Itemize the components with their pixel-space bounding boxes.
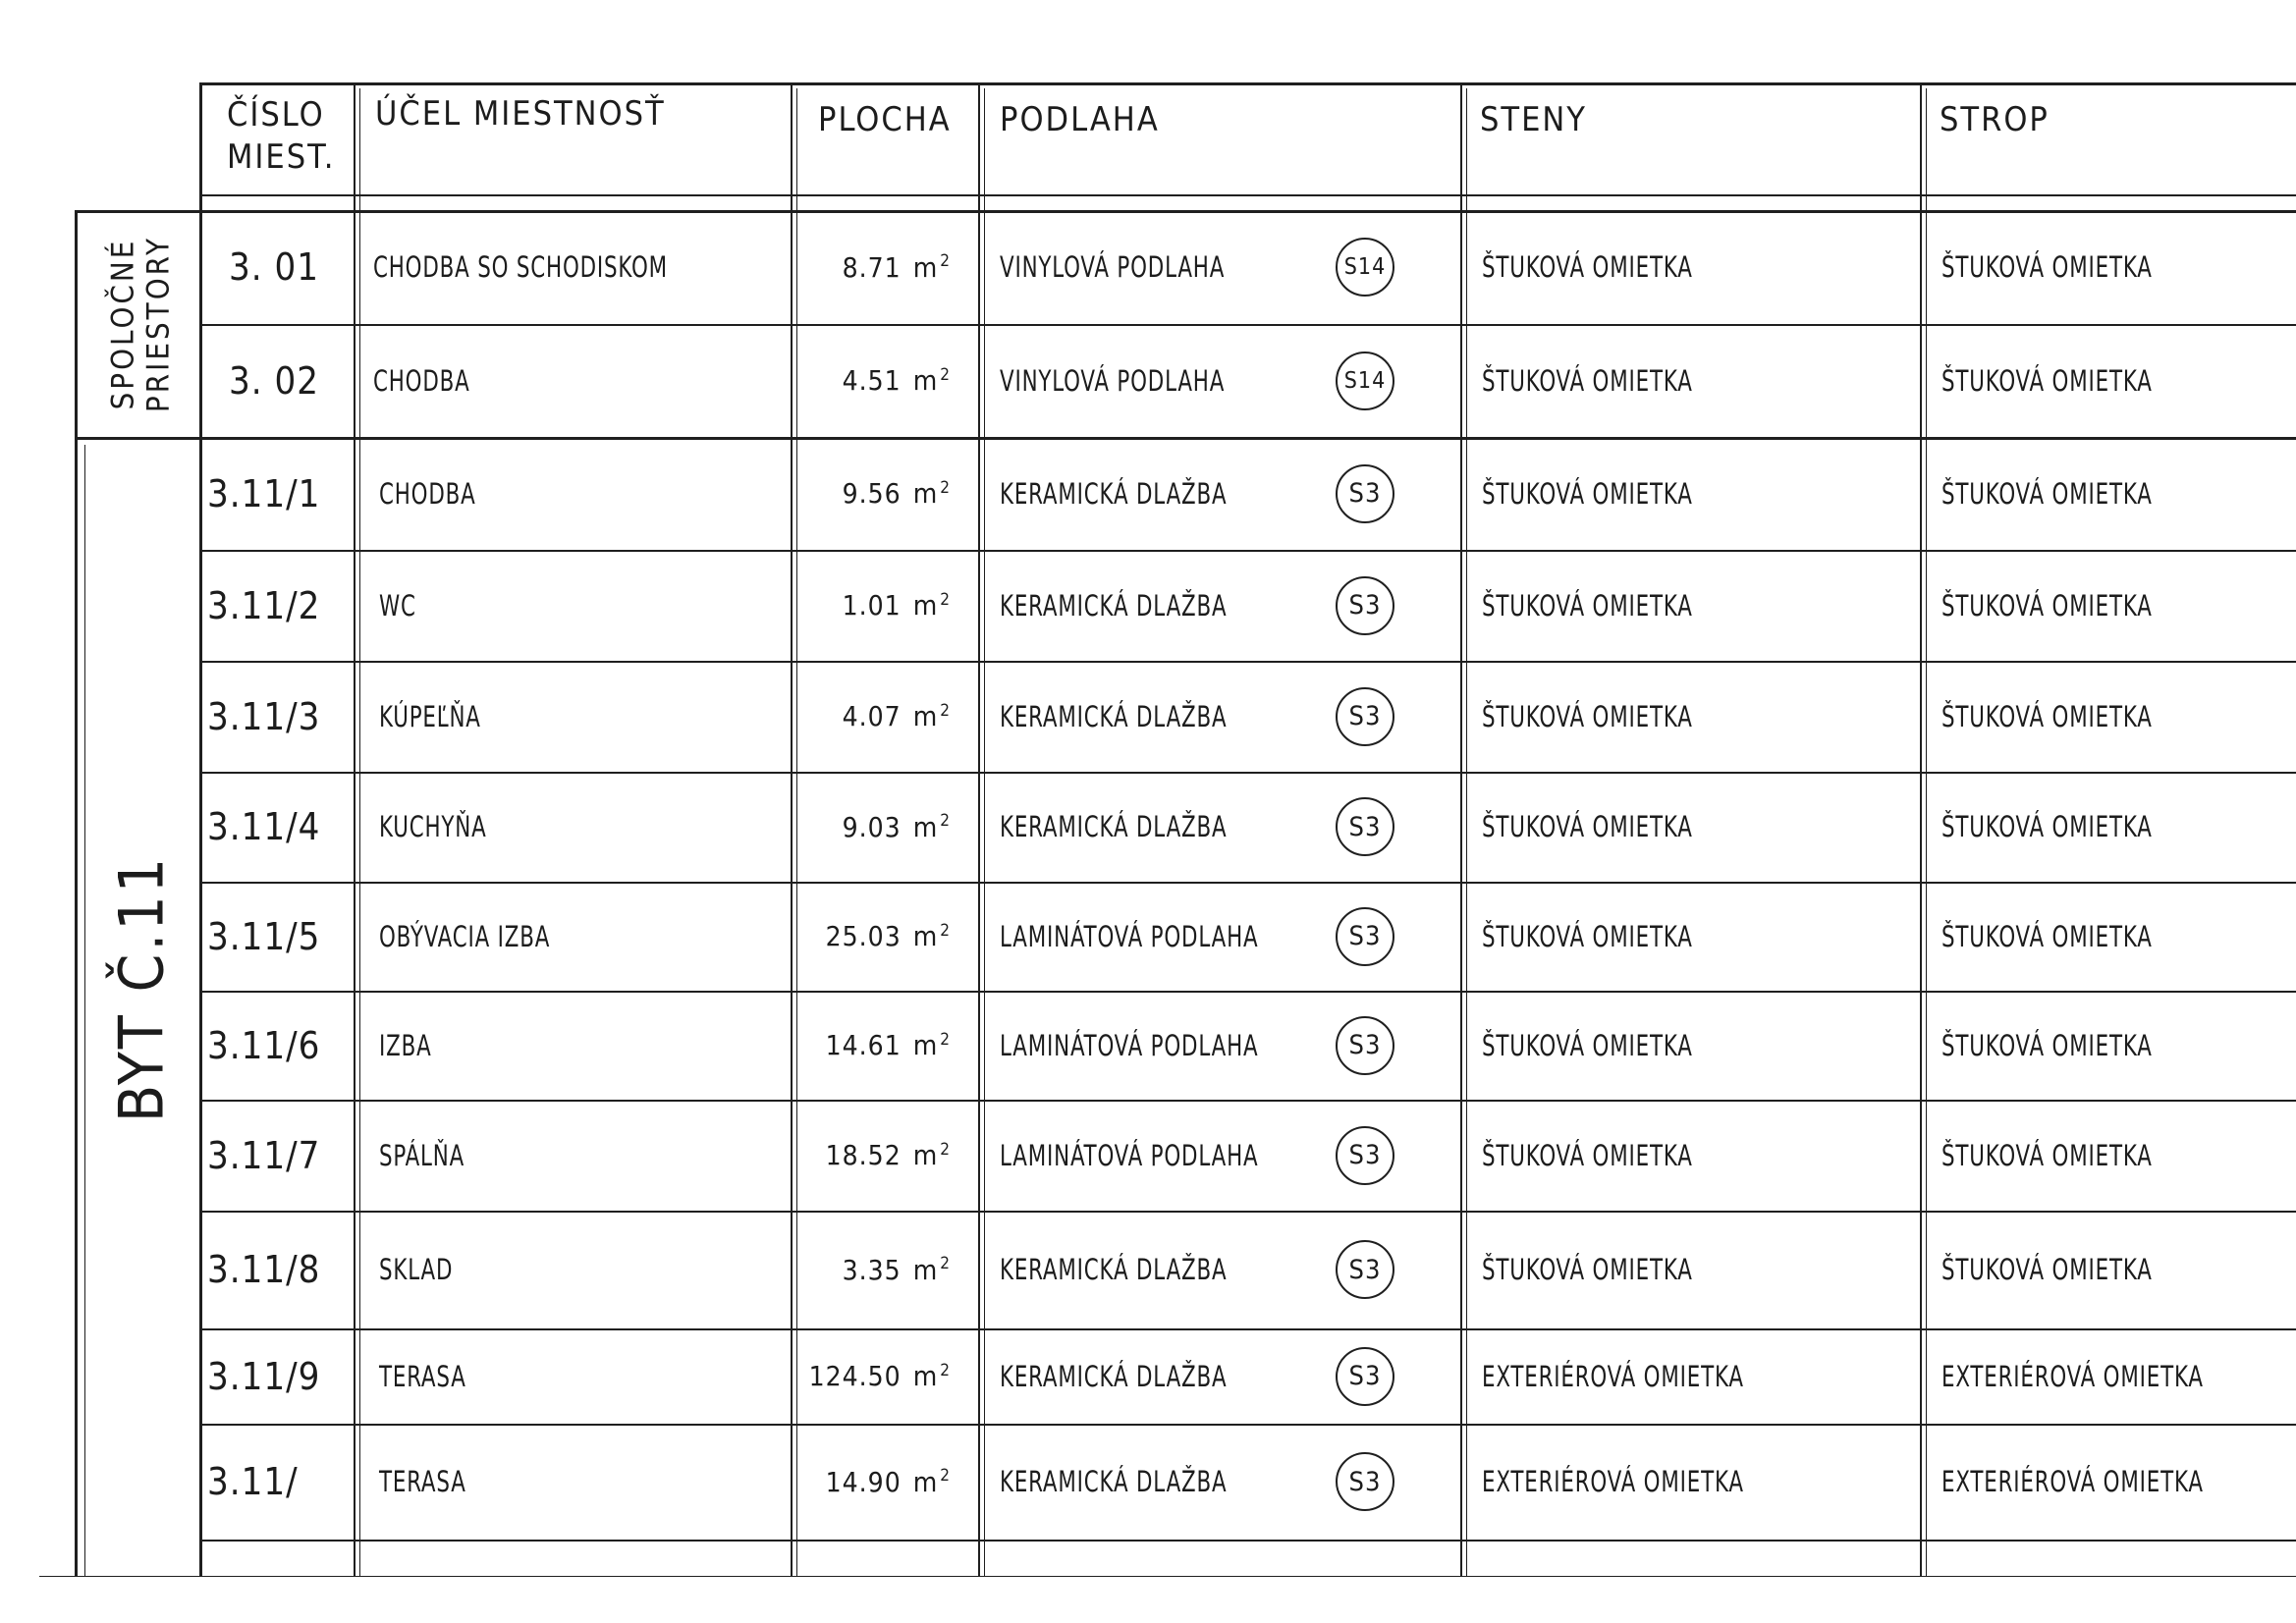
room-area (800, 1211, 951, 1328)
floor-spec-badge: S3 (1336, 464, 1394, 523)
room-purpose: TERASA (379, 1465, 466, 1498)
room-area (800, 324, 951, 437)
room-number: 3.11/3 (207, 694, 321, 738)
header-walls: STENY (1480, 100, 1587, 139)
room-purpose: TERASA (379, 1359, 466, 1393)
grid-line-vertical (978, 82, 980, 1576)
header-ceiling: STROP (1940, 100, 2050, 139)
room-purpose: WC (379, 588, 416, 622)
room-area-unit (913, 589, 951, 622)
floor-type: LAMINÁTOVÁ PODLAHA (1000, 919, 1259, 953)
group-label (106, 854, 176, 1121)
room-purpose: SKLAD (379, 1253, 454, 1286)
room-purpose: CHODBA (379, 476, 476, 511)
area-unit-exponent: 2 (940, 700, 951, 721)
group-label (106, 235, 176, 411)
room-number: 3.11/ (207, 1460, 299, 1503)
area-unit-exponent: 2 (940, 1254, 951, 1274)
grid-line-horizontal (199, 1540, 2296, 1542)
grid-line-vertical (796, 88, 797, 1576)
room-area-value: 25.03 (825, 920, 902, 952)
room-area (800, 1424, 951, 1540)
room-purpose: CHODBA SO SCHODISKOM (373, 250, 668, 284)
floor-spec-badge: S14 (1336, 352, 1394, 410)
area-unit-base: m (912, 477, 939, 510)
room-area-value: 1.01 (842, 589, 902, 622)
room-number: 3.11/7 (207, 1133, 321, 1177)
room-area (800, 1328, 951, 1424)
ceiling-finish: ŠTUKOVÁ OMIETKA (1941, 476, 2153, 511)
room-area-value: 9.56 (842, 477, 902, 510)
ceiling-finish: ŠTUKOVÁ OMIETKA (1941, 363, 2153, 398)
wall-finish: ŠTUKOVÁ OMIETKA (1482, 1138, 1693, 1172)
area-unit-base: m (912, 1465, 939, 1498)
area-unit-base: m (912, 810, 939, 843)
room-area-unit (913, 477, 951, 510)
grid-line-vertical (984, 88, 985, 1576)
room-area (800, 772, 951, 882)
grid-line-vertical (1926, 88, 1927, 1576)
area-unit-exponent: 2 (940, 589, 951, 610)
room-area (800, 1100, 951, 1211)
wall-finish: EXTERIÉROVÁ OMIETKA (1482, 1465, 1744, 1498)
ceiling-finish: ŠTUKOVÁ OMIETKA (1941, 250, 2153, 284)
grid-line-vertical (1920, 82, 1922, 1576)
room-area (800, 210, 951, 324)
area-unit-base: m (912, 1360, 939, 1392)
room-purpose: KÚPEĽŇA (379, 699, 481, 733)
room-area-unit (913, 1139, 951, 1171)
room-area-value: 14.61 (825, 1029, 902, 1061)
room-number: 3. 02 (229, 358, 319, 403)
room-area-value: 18.52 (825, 1139, 902, 1171)
floor-type: KERAMICKÁ DLAŽBA (1000, 1359, 1228, 1393)
wall-finish: ŠTUKOVÁ OMIETKA (1482, 810, 1693, 843)
room-purpose: KUCHYŇA (379, 810, 487, 843)
grid-line-horizontal (39, 1576, 2296, 1577)
room-purpose: OBÝVACIA IZBA (379, 919, 551, 953)
floor-type: LAMINÁTOVÁ PODLAHA (1000, 1138, 1259, 1172)
header-area: PLOCHA (818, 100, 952, 139)
area-unit-exponent: 2 (940, 1029, 951, 1050)
room-area-unit (913, 1466, 951, 1498)
area-unit-exponent: 2 (940, 1139, 951, 1160)
ceiling-finish: EXTERIÉROVÁ OMIETKA (1941, 1359, 2204, 1393)
grid-line-horizontal (199, 82, 2296, 85)
floor-spec-badge: S3 (1336, 1240, 1394, 1299)
grid-line-vertical (791, 82, 793, 1576)
floor-spec-badge: S3 (1336, 1347, 1394, 1406)
room-area-value: 4.51 (842, 364, 902, 397)
area-unit-exponent: 2 (940, 477, 951, 498)
grid-line-vertical (75, 210, 78, 1576)
floor-type: KERAMICKÁ DLAŽBA (1000, 1465, 1228, 1498)
area-unit-exponent: 2 (940, 251, 951, 272)
room-area (800, 882, 951, 991)
floor-type: KERAMICKÁ DLAŽBA (1000, 699, 1228, 733)
ceiling-finish: ŠTUKOVÁ OMIETKA (1941, 1028, 2153, 1062)
room-purpose: SPÁLŇA (379, 1138, 465, 1172)
area-unit-exponent: 2 (940, 811, 951, 832)
ceiling-finish: EXTERIÉROVÁ OMIETKA (1941, 1465, 2204, 1498)
floor-spec-badge: S14 (1336, 238, 1394, 297)
floor-type: KERAMICKÁ DLAŽBA (1000, 810, 1228, 843)
header-purpose: ÚČEL MIESTNOSŤ (375, 94, 666, 134)
floor-spec-badge: S3 (1336, 1452, 1394, 1511)
wall-finish: ŠTUKOVÁ OMIETKA (1482, 250, 1693, 284)
header-number-line-2: MIEST. (227, 136, 336, 177)
header-floor: PODLAHA (1000, 100, 1160, 139)
floor-spec-badge: S3 (1336, 797, 1394, 856)
wall-finish: ŠTUKOVÁ OMIETKA (1482, 588, 1693, 622)
room-area (800, 437, 951, 550)
room-number: 3.11/4 (207, 805, 321, 848)
ceiling-finish: ŠTUKOVÁ OMIETKA (1941, 1138, 2153, 1172)
group-label-line: BYT Č.11 (104, 854, 177, 1122)
group-label-line: SPOLOČNÉ (104, 238, 140, 409)
area-unit-base: m (912, 1253, 939, 1286)
room-area-value: 8.71 (842, 250, 902, 284)
room-area-unit (913, 920, 951, 952)
ceiling-finish: ŠTUKOVÁ OMIETKA (1941, 588, 2153, 622)
room-number: 3. 01 (229, 245, 319, 289)
ceiling-finish: ŠTUKOVÁ OMIETKA (1941, 699, 2153, 733)
floor-type: KERAMICKÁ DLAŽBA (1000, 476, 1228, 511)
room-number: 3.11/8 (207, 1248, 321, 1291)
floor-type: KERAMICKÁ DLAŽBA (1000, 1253, 1228, 1286)
area-unit-base: m (912, 920, 939, 952)
wall-finish: ŠTUKOVÁ OMIETKA (1482, 476, 1693, 511)
floor-spec-badge: S3 (1336, 576, 1394, 635)
wall-finish: ŠTUKOVÁ OMIETKA (1482, 1028, 1693, 1062)
grid-line-vertical (84, 445, 85, 1576)
room-area-value: 3.35 (842, 1253, 902, 1286)
grid-line-vertical (1466, 88, 1467, 1576)
floor-type: VINYLOVÁ PODLAHA (1000, 363, 1226, 398)
area-unit-exponent: 2 (940, 1466, 951, 1487)
area-unit-base: m (912, 364, 939, 397)
room-area-unit (913, 251, 951, 284)
room-purpose: CHODBA (373, 363, 470, 398)
header-number-line-1: ČÍSLO (227, 95, 325, 135)
floor-spec-badge: S3 (1336, 1126, 1394, 1185)
room-area-value: 124.50 (808, 1360, 902, 1392)
floor-type: KERAMICKÁ DLAŽBA (1000, 588, 1228, 622)
room-area-value: 4.07 (842, 700, 902, 732)
group-label-line: PRIESTORY (139, 235, 176, 412)
room-area-unit (913, 700, 951, 732)
floor-spec-badge: S3 (1336, 1016, 1394, 1075)
wall-finish: ŠTUKOVÁ OMIETKA (1482, 363, 1693, 398)
room-area-unit (913, 811, 951, 843)
room-area (800, 991, 951, 1100)
room-number: 3.11/1 (207, 471, 321, 515)
area-unit-base: m (912, 589, 939, 622)
header-number (227, 94, 352, 192)
ceiling-finish: ŠTUKOVÁ OMIETKA (1941, 1253, 2153, 1286)
room-area-unit (913, 1029, 951, 1061)
grid-line-vertical (199, 82, 202, 1576)
room-area (800, 661, 951, 772)
grid-line-horizontal (199, 194, 2296, 196)
area-unit-exponent: 2 (940, 364, 951, 385)
room-area-unit (913, 1254, 951, 1286)
room-area (800, 550, 951, 661)
room-number: 3.11/6 (207, 1023, 321, 1067)
room-area-unit (913, 364, 951, 397)
wall-finish: ŠTUKOVÁ OMIETKA (1482, 699, 1693, 733)
area-unit-base: m (912, 700, 939, 732)
area-unit-base: m (912, 1139, 939, 1171)
wall-finish: ŠTUKOVÁ OMIETKA (1482, 1253, 1693, 1286)
area-unit-exponent: 2 (940, 1360, 951, 1380)
floor-spec-badge: S3 (1336, 687, 1394, 746)
room-area-unit (913, 1360, 951, 1392)
ceiling-finish: ŠTUKOVÁ OMIETKA (1941, 919, 2153, 953)
room-area-value: 9.03 (842, 810, 902, 843)
wall-finish: EXTERIÉROVÁ OMIETKA (1482, 1359, 1744, 1393)
room-purpose: IZBA (379, 1028, 432, 1062)
floor-type: VINYLOVÁ PODLAHA (1000, 250, 1226, 284)
grid-line-vertical (1460, 82, 1462, 1576)
floor-type: LAMINÁTOVÁ PODLAHA (1000, 1028, 1259, 1062)
room-area-value: 14.90 (825, 1465, 902, 1498)
area-unit-base: m (912, 1029, 939, 1061)
floor-spec-badge: S3 (1336, 907, 1394, 966)
wall-finish: ŠTUKOVÁ OMIETKA (1482, 919, 1693, 953)
room-number: 3.11/2 (207, 583, 321, 627)
ceiling-finish: ŠTUKOVÁ OMIETKA (1941, 810, 2153, 843)
room-number: 3.11/9 (207, 1354, 321, 1398)
room-number: 3.11/5 (207, 914, 321, 958)
area-unit-exponent: 2 (940, 920, 951, 941)
area-unit-base: m (912, 250, 939, 284)
